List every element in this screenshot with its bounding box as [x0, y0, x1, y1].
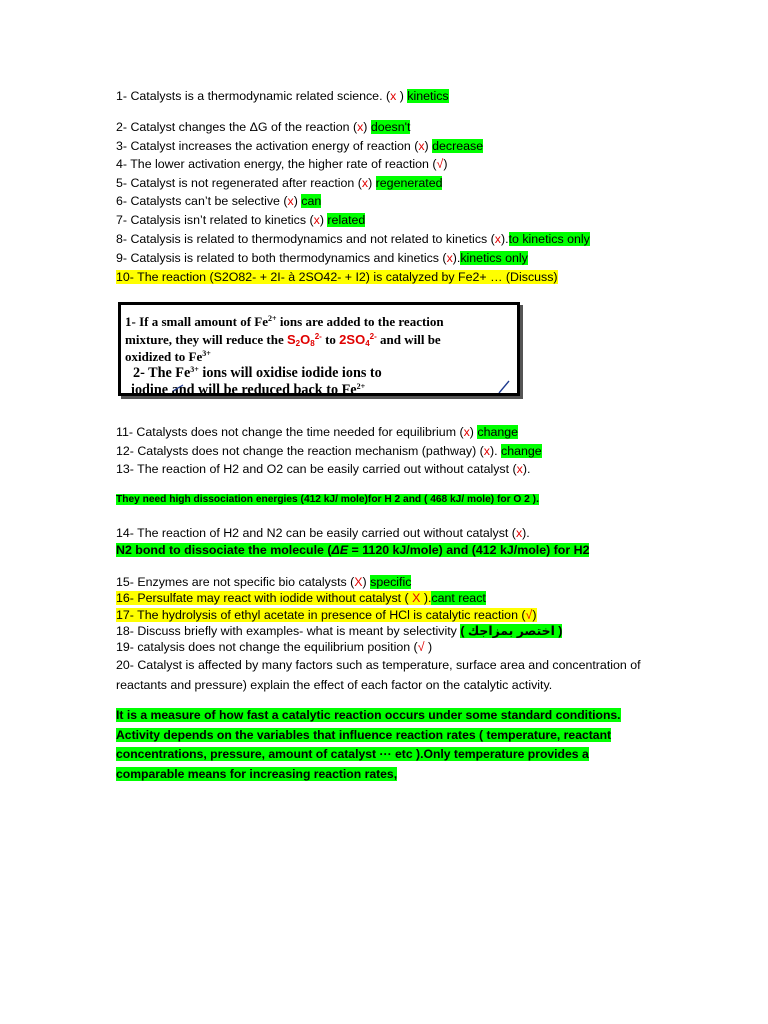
- question-10: 10- The reaction (S2O82- + 2I- à 2SO42- + I2) is catalyzed by Fe2+ … (Discuss): [116, 270, 558, 284]
- question-4: 4- The lower activation energy, the higher rate of reaction (√): [116, 157, 448, 171]
- figure-line-1: 1- If a small amount of $Fe^{2+}$ ions are added to the reaction: [125, 314, 444, 329]
- figure-line-2: mixture, they will reduce the $S_2O_8^{2-}$ to $2SO_4^{2-}$ and will be: [125, 332, 441, 348]
- question-1: 1- Catalysts is a thermodynamic related science. (x ) kinetics: [116, 89, 449, 103]
- question-14: 14- The reaction of H2 and N2 can be easily carried out without catalyst (x).: [116, 526, 530, 540]
- question-19: 19- catalysis does not change the equilibrium position (√ ): [116, 640, 433, 654]
- answer-20: It is a measure of how fast a catalytic reaction occurs under some standard conditions. Activity depends on the variables that influence reaction rates ( temperature, reactant concentrations, pressure, amount of catalyst ··· etc ).Only temperature provides a comparable means for increasing reaction rates,: [116, 708, 621, 781]
- figure-line-3: oxidized to $Fe^{3+}$: [125, 349, 211, 364]
- question-18: 18- Discuss briefly with examples- what is meant by selectivity ( اختصر بمزاجك ): [116, 624, 563, 638]
- question-16: 16- Persulfate may react with iodide without catalyst ( X ).cant react: [116, 591, 486, 605]
- figure-line-4: 2- The $Fe^{3+}$ ions will oxidise iodide ions to: [133, 365, 382, 381]
- question-3: 3- Catalyst increases the activation energy of reaction (x) decrease: [116, 139, 484, 153]
- question-9: 9- Catalysis is related to both thermodynamics and kinetics (x).kinetics only: [116, 251, 528, 265]
- question-13: 13- The reaction of H2 and O2 can be easily carried out without catalyst (x).: [116, 462, 531, 476]
- answer-mark: x: [390, 89, 397, 103]
- question-5: 5- Catalyst is not regenerated after reaction (x) regenerated: [116, 176, 443, 190]
- figure-line-5: iodine and will be reduced back to $Fe^{2+}$: [131, 382, 366, 398]
- question-7: 7- Catalysis isn’t related to kinetics (x) related: [116, 213, 366, 227]
- answer-13: They need high dissociation energies (412 kJ/ mole)for H 2 and ( 468 kJ/ mole) for O 2 ).: [116, 494, 539, 505]
- question-2: 2- Catalyst changes the ΔG of the reaction (x) doesn't: [116, 120, 411, 134]
- question-15: 15- Enzymes are not specific bio catalysts (X) specific: [116, 575, 412, 589]
- question-6: 6- Catalysts can’t be selective (x) can: [116, 194, 322, 208]
- correction: kinetics: [407, 89, 449, 103]
- question-17: 17- The hydrolysis of ethyl acetate in presence of HCl is catalytic reaction (√): [116, 608, 537, 622]
- answer-14: N2 bond to dissociate the molecule (ΔE = 1120 kJ/mole) and (412 kJ/mole) for H2: [116, 543, 590, 557]
- answer-figure: [118, 302, 520, 396]
- question-8: 8- Catalysis is related to thermodynamics and not related to kinetics (x).to kinetics only: [116, 232, 590, 246]
- question-12: 12- Catalysts does not change the reaction mechanism (pathway) (x). change: [116, 444, 542, 458]
- question-11: 11- Catalysts does not change the time needed for equilibrium (x) change: [116, 425, 519, 439]
- question-20: 20- Catalyst is affected by many factors such as temperature, surface area and concentration of reactants and pressure) explain the effect of each factor on the catalytic activity.: [116, 658, 641, 692]
- pen-marks-icon: [121, 305, 517, 393]
